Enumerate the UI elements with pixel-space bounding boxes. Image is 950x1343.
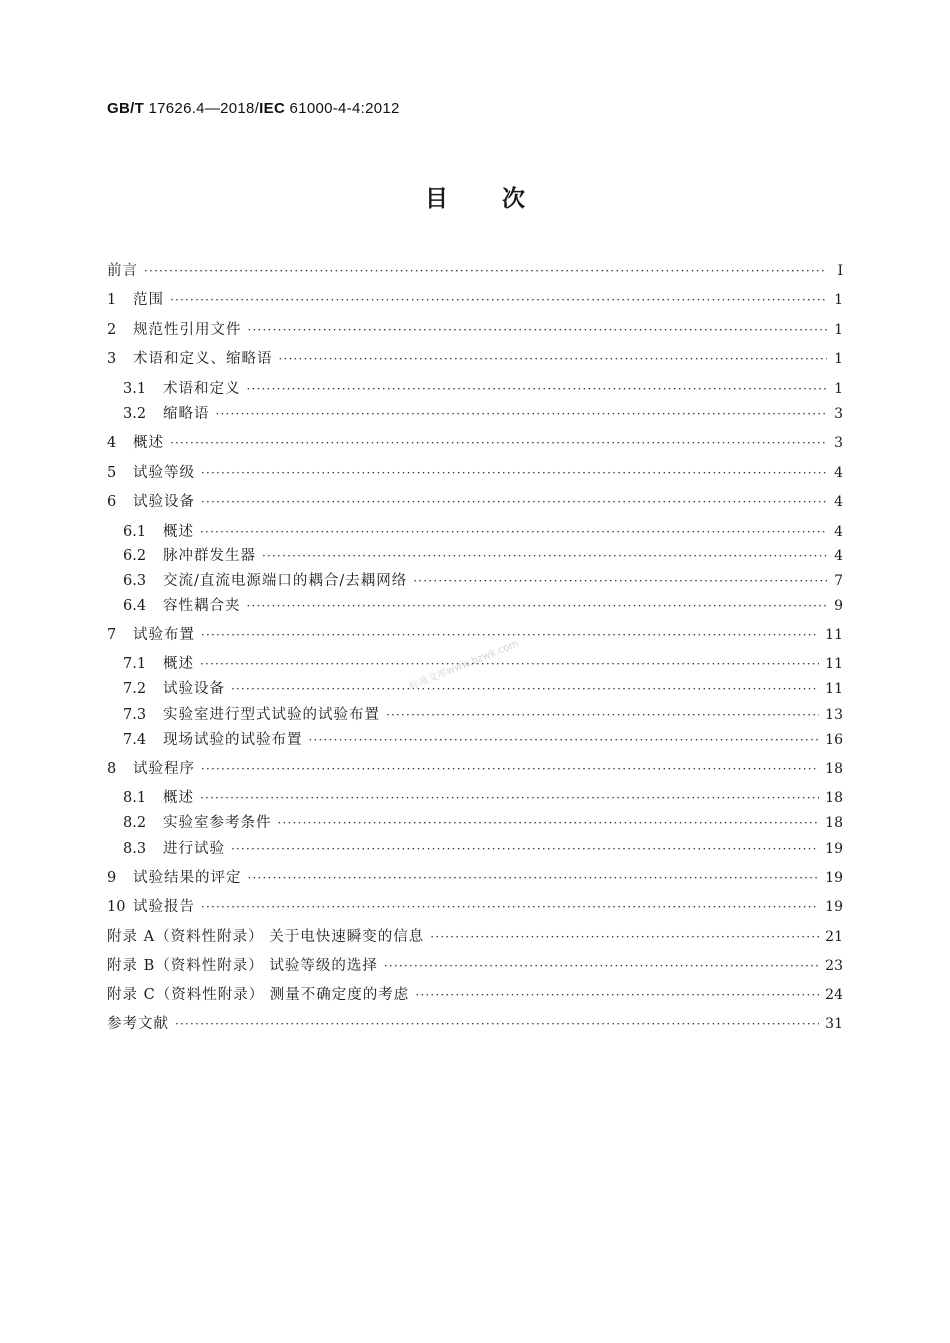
toc-entry-page: Ⅰ: [837, 263, 843, 279]
toc-entry[interactable]: [107, 838, 843, 860]
toc-entry-number: 8.1: [123, 790, 147, 806]
toc-entry-number: 8: [107, 761, 117, 777]
toc-entry-label: 概述: [163, 524, 194, 540]
toc-dot-leader: [384, 955, 819, 977]
toc-entry-number: 9: [107, 870, 117, 886]
toc-entry[interactable]: [107, 624, 843, 646]
toc-entry-label: 前言: [107, 263, 138, 279]
toc-entry-label: 概述: [133, 435, 164, 451]
toc-entry-label: 附录 B（资料性附录） 试验等级的选择: [107, 958, 378, 974]
toc-entry-number: 3.2: [123, 406, 147, 422]
toc-entry-page: 18: [825, 761, 843, 777]
toc-entry-number: 8.3: [123, 841, 147, 857]
toc-dot-leader: [170, 289, 827, 311]
toc-entry-number: 6.4: [123, 598, 147, 614]
toc-entry-label: 概述: [163, 656, 194, 672]
standard-number: 17626.4—2018/: [144, 100, 260, 117]
toc-entry-label: 试验结果的评定: [133, 870, 242, 886]
toc-entry-page: 31: [825, 1016, 843, 1032]
toc-dot-leader: [279, 348, 828, 370]
toc-entry-number: 7.2: [123, 681, 147, 697]
toc-entry-page: 21: [825, 929, 843, 945]
toc-entry[interactable]: [107, 521, 843, 543]
toc-dot-leader: [216, 403, 828, 425]
toc-entry-label: 实验室进行型式试验的试验布置: [163, 707, 380, 723]
toc-dot-leader: [144, 260, 827, 282]
toc-entry[interactable]: [107, 758, 843, 780]
page-title: 目次: [425, 186, 579, 212]
toc-entry-number: 1: [107, 292, 117, 308]
toc-entry-number: 3.1: [123, 381, 147, 397]
toc-entry-label: 术语和定义、缩略语: [133, 351, 273, 367]
toc-entry[interactable]: [107, 896, 843, 918]
toc-dot-leader: [248, 867, 820, 889]
toc-entry-page: 19: [825, 841, 843, 857]
toc-entry-page: 4: [834, 465, 843, 481]
toc-entry-page: 18: [825, 790, 843, 806]
toc-entry-page: 3: [834, 435, 843, 451]
toc-entry-page: 23: [825, 958, 843, 974]
toc-dot-leader: [231, 678, 819, 700]
toc-dot-leader: [262, 545, 827, 567]
toc-entry-page: 16: [825, 732, 843, 748]
toc-entry-page: 19: [825, 870, 843, 886]
toc-entry-label: 现场试验的试验布置: [163, 732, 303, 748]
toc-entry-label: 参考文献: [107, 1016, 169, 1032]
toc-entry-number: 6: [107, 494, 117, 510]
toc-entry-label: 试验布置: [133, 627, 195, 643]
toc-entry-page: 4: [834, 524, 843, 540]
toc-dot-leader: [248, 319, 828, 341]
toc-entry[interactable]: [107, 378, 843, 400]
toc-entry-page: 19: [825, 899, 843, 915]
toc-entry[interactable]: [107, 729, 843, 751]
toc-entry-number: 4: [107, 435, 117, 451]
toc-dot-leader: [231, 838, 819, 860]
toc-entry-label: 试验等级: [133, 465, 195, 481]
toc-entry-number: 2: [107, 322, 117, 338]
toc-dot-leader: [201, 896, 819, 918]
toc-entry-label: 容性耦合夹: [163, 598, 241, 614]
toc-entry[interactable]: [107, 1013, 843, 1035]
toc-dot-leader: [415, 984, 819, 1006]
toc-entry-page: 11: [825, 681, 843, 697]
toc-entry-number: 10: [107, 899, 126, 915]
toc-dot-leader: [200, 787, 819, 809]
toc-dot-leader: [201, 491, 827, 513]
toc-entry-page: 18: [825, 815, 843, 831]
toc-entry-page: 24: [825, 987, 843, 1003]
toc-entry-label: 概述: [163, 790, 194, 806]
toc-entry[interactable]: [107, 403, 843, 425]
toc-dot-leader: [430, 926, 819, 948]
toc-dot-leader: [413, 570, 827, 592]
toc-entry-label: 实验室参考条件: [163, 815, 272, 831]
iec-prefix: IEC: [259, 100, 286, 117]
toc-dot-leader: [247, 595, 828, 617]
toc-entry-number: 6.1: [123, 524, 147, 540]
toc-dot-leader: [386, 704, 819, 726]
toc-dot-leader: [200, 653, 819, 675]
toc-entry-label: 附录 C（资料性附录） 测量不确定度的考虑: [107, 987, 410, 1003]
toc-entry[interactable]: [107, 984, 843, 1006]
toc-entry[interactable]: [107, 432, 843, 454]
toc-entry-page: 1: [834, 292, 843, 308]
toc-dot-leader: [201, 758, 819, 780]
toc-entry[interactable]: [107, 867, 843, 889]
toc-entry-number: 6.3: [123, 573, 147, 589]
toc-entry[interactable]: [107, 462, 843, 484]
toc-entry-page: 13: [825, 707, 843, 723]
toc-entry-page: 11: [825, 656, 843, 672]
toc-entry-label: 交流/直流电源端口的耦合/去耦网络: [163, 573, 408, 589]
toc-dot-leader: [200, 521, 827, 543]
toc-entry[interactable]: [107, 545, 843, 567]
toc-entry-label: 范围: [133, 292, 164, 308]
toc-entry-number: 8.2: [123, 815, 147, 831]
toc-dot-leader: [247, 378, 828, 400]
toc-entry-page: 4: [834, 494, 843, 510]
toc-entry[interactable]: [107, 955, 843, 977]
toc-entry-page: 7: [834, 573, 843, 589]
toc-dot-leader: [175, 1013, 819, 1035]
toc-entry[interactable]: [107, 491, 843, 513]
toc-entry-label: 试验程序: [133, 761, 195, 777]
toc-entry[interactable]: [107, 926, 843, 948]
toc-entry-number: 7.3: [123, 707, 147, 723]
toc-entry[interactable]: [107, 678, 843, 700]
iec-number: 61000-4-4:2012: [285, 100, 400, 117]
toc-entry[interactable]: [107, 812, 843, 834]
toc-entry-label: 试验设备: [133, 494, 195, 510]
toc-entry-label: 脉冲群发生器: [163, 548, 256, 564]
standard-header: [107, 100, 400, 117]
toc-entry[interactable]: [107, 570, 843, 592]
toc-entry-page: 1: [834, 351, 843, 367]
toc-entry-page: 9: [834, 598, 843, 614]
toc-entry-page: 1: [834, 322, 843, 338]
toc-entry-label: 试验报告: [133, 899, 195, 915]
toc-dot-leader: [309, 729, 820, 751]
toc-entry[interactable]: [107, 704, 843, 726]
toc-entry-page: 1: [834, 381, 843, 397]
standard-prefix: GB/T: [107, 100, 145, 117]
toc-entry-number: 7.4: [123, 732, 147, 748]
toc-entry-page: 3: [834, 406, 843, 422]
toc-entry[interactable]: [107, 260, 843, 282]
toc-entry[interactable]: [107, 787, 843, 809]
toc-entry-page: 4: [834, 548, 843, 564]
toc-dot-leader: [201, 462, 827, 484]
toc-entry-number: 6.2: [123, 548, 147, 564]
toc-entry-number: 7.1: [123, 656, 147, 672]
toc-dot-leader: [278, 812, 820, 834]
toc-dot-leader: [170, 432, 827, 454]
toc-entry-number: 5: [107, 465, 117, 481]
toc-entry[interactable]: [107, 289, 843, 311]
toc-entry-label: 术语和定义: [163, 381, 241, 397]
toc-entry-number: 3: [107, 351, 117, 367]
toc-entry[interactable]: [107, 595, 843, 617]
toc-entry[interactable]: [107, 348, 843, 370]
toc-entry-label: 规范性引用文件: [133, 322, 242, 338]
toc-entry-label: 缩略语: [163, 406, 210, 422]
toc-entry[interactable]: [107, 319, 843, 341]
toc-entry-label: 进行试验: [163, 841, 225, 857]
toc-entry-label: 附录 A（资料性附录） 关于电快速瞬变的信息: [107, 929, 425, 945]
toc-entry-label: 试验设备: [163, 681, 225, 697]
watermark: 标准文库www.bzwk.com: [407, 638, 521, 693]
toc-entry-number: 7: [107, 627, 117, 643]
toc-entry-page: 11: [825, 627, 843, 643]
